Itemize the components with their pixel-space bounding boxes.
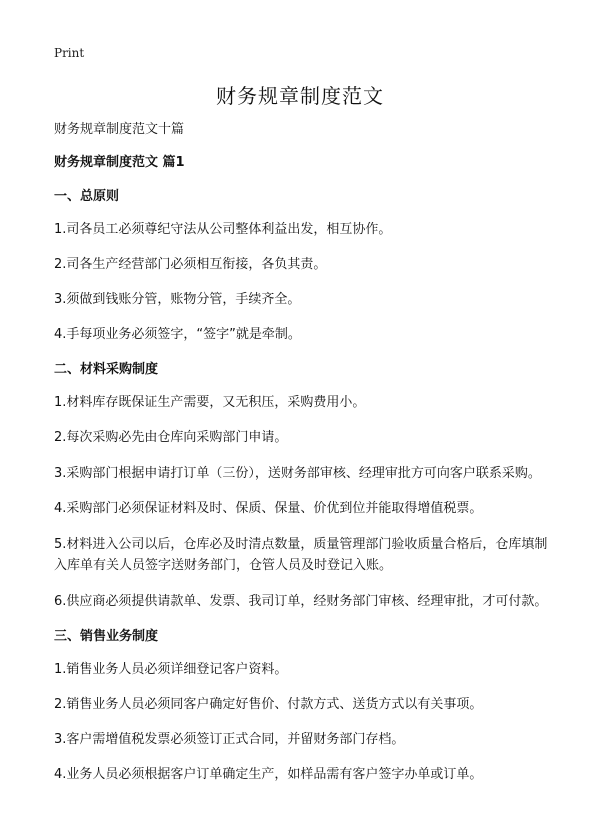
document-title: 财务规章制度范文 bbox=[216, 84, 384, 108]
list-item: 1.销售业务人员必须详细登记客户资料。 bbox=[54, 662, 288, 677]
list-item: 2.销售业务人员必须同客户确定好售价、付款方式、送货方式以有关事项。 bbox=[54, 697, 483, 712]
list-item: 4.手每项业务必须签字，“签字”就是牵制。 bbox=[54, 327, 301, 342]
list-item: 1.材料库存既保证生产需要，又无积压，采购费用小。 bbox=[54, 395, 366, 410]
article-heading: 财务规章制度范文 篇1 bbox=[54, 155, 185, 170]
list-item: 3.采购部门根据申请打订单（三份），送财务部审核、经理审批方可向客户联系采购。 bbox=[54, 466, 541, 481]
list-item: 4.业务人员必须根据客户订单确定生产，如样品需有客户签字办单或订单。 bbox=[54, 767, 483, 782]
list-item: 6.供应商必须提供请款单、发票、我司订单，经财务部门审核、经理审批，才可付款。 bbox=[54, 594, 548, 609]
list-item: 3.须做到钱账分管，账物分管，手续齐全。 bbox=[54, 292, 301, 307]
list-item: 5.材料进入公司以后，仓库必及时清点数量，质量管理部门验收质量合格后，仓库填制入库单有关人员签字送财务部门，仓管人员及时登记入账。 bbox=[54, 537, 548, 573]
section-heading-sales: 三、销售业务制度 bbox=[54, 629, 159, 644]
list-item: 4.采购部门必须保证材料及时、保质、保量、价优到位并能取得增值税票。 bbox=[54, 501, 483, 516]
list-item: 3.客户需增值税发票必须签订正式合同，并留财务部门存档。 bbox=[54, 732, 405, 747]
list-item: 2.每次采购必先由仓库向采购部门申请。 bbox=[54, 430, 288, 445]
document-subtitle: 财务规章制度范文十篇 bbox=[54, 122, 185, 137]
list-item: 2.司各生产经营部门必须相互衔接，各负其责。 bbox=[54, 257, 327, 272]
list-item: 1.司各员工必须尊纪守法从公司整体利益出发，相互协作。 bbox=[54, 222, 392, 237]
section-heading-general-principles: 一、总原则 bbox=[54, 189, 120, 204]
section-heading-material-procurement: 二、材料采购制度 bbox=[54, 362, 159, 377]
print-link[interactable]: Print bbox=[54, 46, 85, 60]
document-body bbox=[54, 120, 560, 800]
